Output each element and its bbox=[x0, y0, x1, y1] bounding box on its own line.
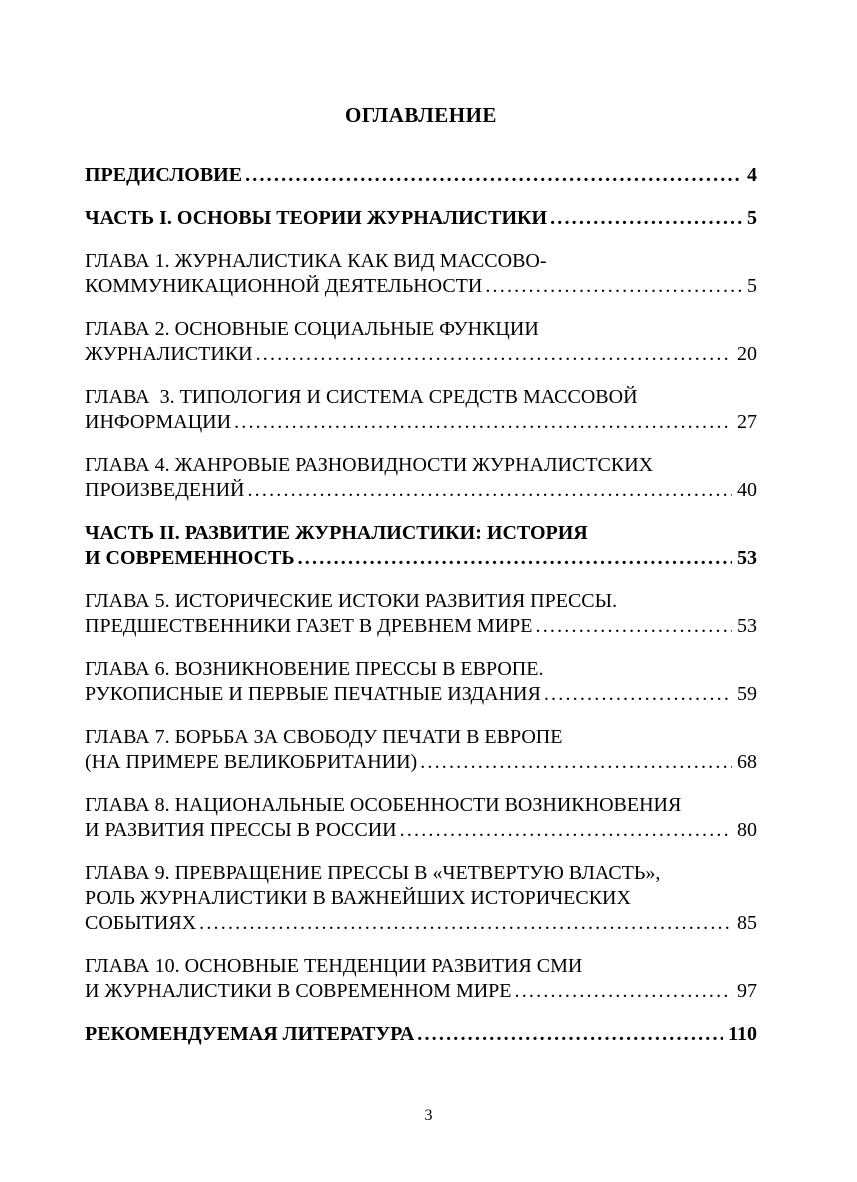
toc-entry bbox=[85, 793, 757, 843]
toc-entry-page-number: 27 bbox=[737, 411, 757, 433]
toc-entry-last-line bbox=[85, 614, 757, 639]
dot-leader bbox=[541, 682, 732, 707]
toc-entry-text-line: РУКОПИСНЫЕ И ПЕРВЫЕ ПЕЧАТНЫЕ ИЗДАНИЯ bbox=[85, 683, 541, 705]
dot-leader bbox=[231, 410, 732, 435]
toc-entry-last-line bbox=[85, 818, 757, 843]
toc-entry bbox=[85, 657, 757, 707]
toc-entry-text-line: ИНФОРМАЦИИ bbox=[85, 411, 232, 433]
toc-entry-page-number: 68 bbox=[737, 751, 757, 773]
toc-entry-page-number: 97 bbox=[737, 980, 757, 1002]
toc-entry-page-number: 53 bbox=[737, 547, 757, 569]
toc-entry bbox=[85, 954, 757, 1004]
toc-entry-text-line: ГЛАВА 5. ИСТОРИЧЕСКИЕ ИСТОКИ РАЗВИТИЯ ПРЕССЫ. bbox=[85, 590, 618, 612]
dot-leader bbox=[242, 163, 742, 188]
dot-leader bbox=[417, 750, 732, 775]
toc-entry-page-number: 53 bbox=[737, 615, 757, 637]
toc-entry-text-line: ЧАСТЬ I. ОСНОВЫ ТЕОРИИ ЖУРНАЛИСТИКИ bbox=[85, 207, 548, 229]
toc-entry-page-number: 110 bbox=[728, 1023, 757, 1045]
dot-leader bbox=[196, 911, 732, 936]
dot-leader bbox=[414, 1022, 723, 1047]
toc-entry-last-line bbox=[85, 163, 757, 188]
dot-leader bbox=[253, 342, 732, 367]
toc-entry-last-line bbox=[85, 206, 757, 231]
toc-entry-text-line: ГЛАВА 9. ПРЕВРАЩЕНИЕ ПРЕССЫ В «ЧЕТВЕРТУЮ ВЛАСТЬ», bbox=[85, 862, 661, 884]
toc-entry-last-line bbox=[85, 979, 757, 1004]
page-title: ОГЛАВЛЕНИЕ bbox=[345, 103, 497, 127]
toc-entry-text-line: ГЛАВА 8. НАЦИОНАЛЬНЫЕ ОСОБЕННОСТИ ВОЗНИКНОВЕНИЯ bbox=[85, 794, 682, 816]
toc-entry-text-line: РЕКОМЕНДУЕМАЯ ЛИТЕРАТУРА bbox=[85, 1023, 415, 1045]
toc-entry-text-line: ГЛАВА 4. ЖАНРОВЫЕ РАЗНОВИДНОСТИ ЖУРНАЛИСТСКИХ bbox=[85, 454, 654, 476]
toc-entry-last-line bbox=[85, 1022, 757, 1047]
toc-entry-page-number: 80 bbox=[737, 819, 757, 841]
dot-leader bbox=[397, 818, 732, 843]
toc-entry-text-line: И РАЗВИТИЯ ПРЕССЫ В РОССИИ bbox=[85, 819, 397, 841]
toc-entry-text-line: ГЛАВА 6. ВОЗНИКНОВЕНИЕ ПРЕССЫ В ЕВРОПЕ. bbox=[85, 658, 544, 680]
toc-entry-text-line: ПРЕДИСЛОВИЕ bbox=[85, 164, 243, 186]
toc-entry-text-line: ГЛАВА 2. ОСНОВНЫЕ СОЦИАЛЬНЫЕ ФУНКЦИИ bbox=[85, 318, 539, 340]
toc-entry-last-line bbox=[85, 342, 757, 367]
toc-entry-last-line bbox=[85, 911, 757, 936]
toc-entry-last-line bbox=[85, 682, 757, 707]
dot-leader bbox=[547, 206, 742, 231]
toc-entry bbox=[85, 163, 757, 188]
toc-entry-last-line bbox=[85, 478, 757, 503]
toc-entry-text-line: ГЛАВА 7. БОРЬБА ЗА СВОБОДУ ПЕЧАТИ В ЕВРОПЕ bbox=[85, 726, 563, 748]
toc-entry bbox=[85, 206, 757, 231]
toc-entry-text-line: ГЛАВА 10. ОСНОВНЫЕ ТЕНДЕНЦИИ РАЗВИТИЯ СМИ bbox=[85, 955, 583, 977]
toc-entries bbox=[85, 163, 757, 1047]
toc-entry-text-line: ГЛАВА 3. ТИПОЛОГИЯ И СИСТЕМА СРЕДСТВ МАССОВОЙ bbox=[85, 386, 638, 408]
toc-entry-page-number: 4 bbox=[747, 164, 757, 186]
toc-entry bbox=[85, 317, 757, 367]
footer-page-number: 3 bbox=[424, 1107, 433, 1124]
toc-entry bbox=[85, 249, 757, 299]
toc-entry bbox=[85, 521, 757, 571]
toc-entry-text-line: КОММУНИКАЦИОННОЙ ДЕЯТЕЛЬНОСТИ bbox=[85, 275, 483, 297]
toc-entry-text-line: ПРЕДШЕСТВЕННИКИ ГАЗЕТ В ДРЕВНЕМ МИРЕ bbox=[85, 615, 533, 637]
toc-entry-text-line: ПРОИЗВЕДЕНИЙ bbox=[85, 479, 245, 501]
toc-entry-page-number: 5 bbox=[747, 275, 757, 297]
toc-entry bbox=[85, 589, 757, 639]
toc-entry-page-number: 85 bbox=[737, 912, 757, 934]
toc-entry bbox=[85, 861, 757, 936]
toc-entry-last-line bbox=[85, 546, 757, 571]
toc-entry-text-line: ЖУРНАЛИСТИКИ bbox=[85, 343, 253, 365]
toc-entry-text-line: ГЛАВА 1. ЖУРНАЛИСТИКА КАК ВИД МАССОВО- bbox=[85, 250, 547, 272]
toc-entry-page-number: 5 bbox=[747, 207, 757, 229]
toc-entry-last-line bbox=[85, 750, 757, 775]
dot-leader bbox=[295, 546, 732, 571]
toc-entry-text-line: ЧАСТЬ II. РАЗВИТИЕ ЖУРНАЛИСТИКИ: ИСТОРИЯ bbox=[85, 522, 588, 544]
toc-entry-page-number: 59 bbox=[737, 683, 757, 705]
toc-entry-page-number: 40 bbox=[737, 479, 757, 501]
toc-entry-last-line bbox=[85, 274, 757, 299]
toc-entry-text-line: РОЛЬ ЖУРНАЛИСТИКИ В ВАЖНЕЙШИХ ИСТОРИЧЕСКИХ bbox=[85, 887, 631, 909]
dot-leader bbox=[533, 614, 733, 639]
toc-entry-text-line: И СОВРЕМЕННОСТЬ bbox=[85, 547, 295, 569]
dot-leader bbox=[512, 979, 732, 1004]
toc-entry-last-line bbox=[85, 410, 757, 435]
dot-leader bbox=[482, 274, 742, 299]
toc-entry bbox=[85, 1022, 757, 1047]
toc-entry bbox=[85, 385, 757, 435]
dot-leader bbox=[244, 478, 732, 503]
toc-entry-text-line: (НА ПРИМЕРЕ ВЕЛИКОБРИТАНИИ) bbox=[85, 751, 418, 773]
toc-entry bbox=[85, 725, 757, 775]
toc-entry-page-number: 20 bbox=[737, 343, 757, 365]
toc-entry-text-line: СОБЫТИЯХ bbox=[85, 912, 197, 934]
toc-entry-text-line: И ЖУРНАЛИСТИКИ В СОВРЕМЕННОМ МИРЕ bbox=[85, 980, 512, 1002]
toc-entry bbox=[85, 453, 757, 503]
